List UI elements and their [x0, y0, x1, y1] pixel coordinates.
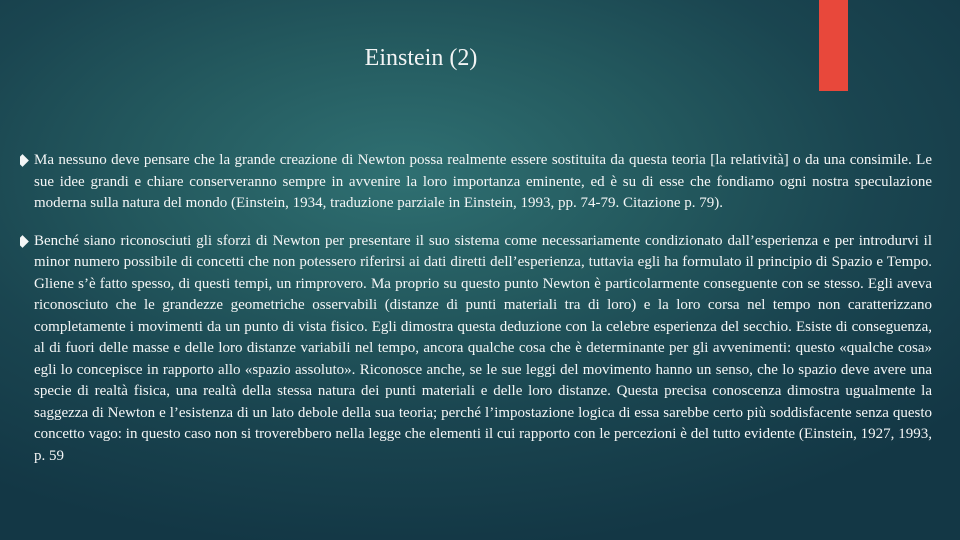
slide-body — [20, 150, 932, 510]
diamond-bullet-icon — [20, 235, 29, 248]
bullet-text: Ma nessuno deve pensare che la grande creazione di Newton possa realmente essere sostituita da questa teoria [la relatività] o da una consimile. Le sue idee grandi e chiare conserveranno sempre in avvenire la loro importanza eminente, ed è su di esse che fondiamo ogni nostra speculazione moderna sulla natura del mondo (Einstein, 1934, traduzione parziale in Einstein, 1993, pp. 74-79. Citazione p. 79). — [34, 152, 932, 211]
diamond-bullet-icon — [20, 154, 29, 167]
bullet-item — [20, 231, 932, 468]
bullet-text: Benché siano riconosciuti gli sforzi di Newton per presentare il suo sistema come necessariamente condizionato dall’esperienza e per introdurvi il minor numero possibile di concetti che non potessero riferirsi ai dati diretti dell’esperienza, tuttavia egli ha formulato il principio di Spazio e Tempo. Gliene s’è fatto spesso, di questi tempi, un rimprovero. Ma proprio su questo punto Newton è particolarmente conseguente con se stesso. Egli aveva riconosciuto che le grandezze geometriche osservabili (distanze di punti materiali tra di loro) e la loro corsa nel tempo non caratterizzano completamente i movimenti da un punto di vista fisico. Egli dimostra questa deduzione con la celebre esperienza del secchio. Esiste di conseguenza, al di fuori delle masse e delle loro distanze variabili nel tempo, ancora qualche cosa che è determinante per gli avvenimenti: questo «qualche cosa» egli lo concepisce in rapporto allo «spazio assoluto». Riconosce anche, se le sue leggi del movimento hanno un senso, che lo spazio deve avere una specie di realtà fisica, una realtà della stessa natura dei punti materiali e delle loro distanze. Questa precisa conoscenza dimostra ugualmente la saggezza di Newton e l’esistenza di un lato debole della sua teoria; perché l’impostazione logica di essa sarebbe certo più soddisfacente senza questo concetto vago: in questo caso non si troverebbero nella legge che elementi il cui rapporto con le percezioni è del tutto evidente (Einstein, 1927, 1993, p. 59 — [34, 232, 932, 464]
slide-title: Einstein (2) — [364, 45, 478, 71]
bullet-item — [20, 150, 932, 215]
